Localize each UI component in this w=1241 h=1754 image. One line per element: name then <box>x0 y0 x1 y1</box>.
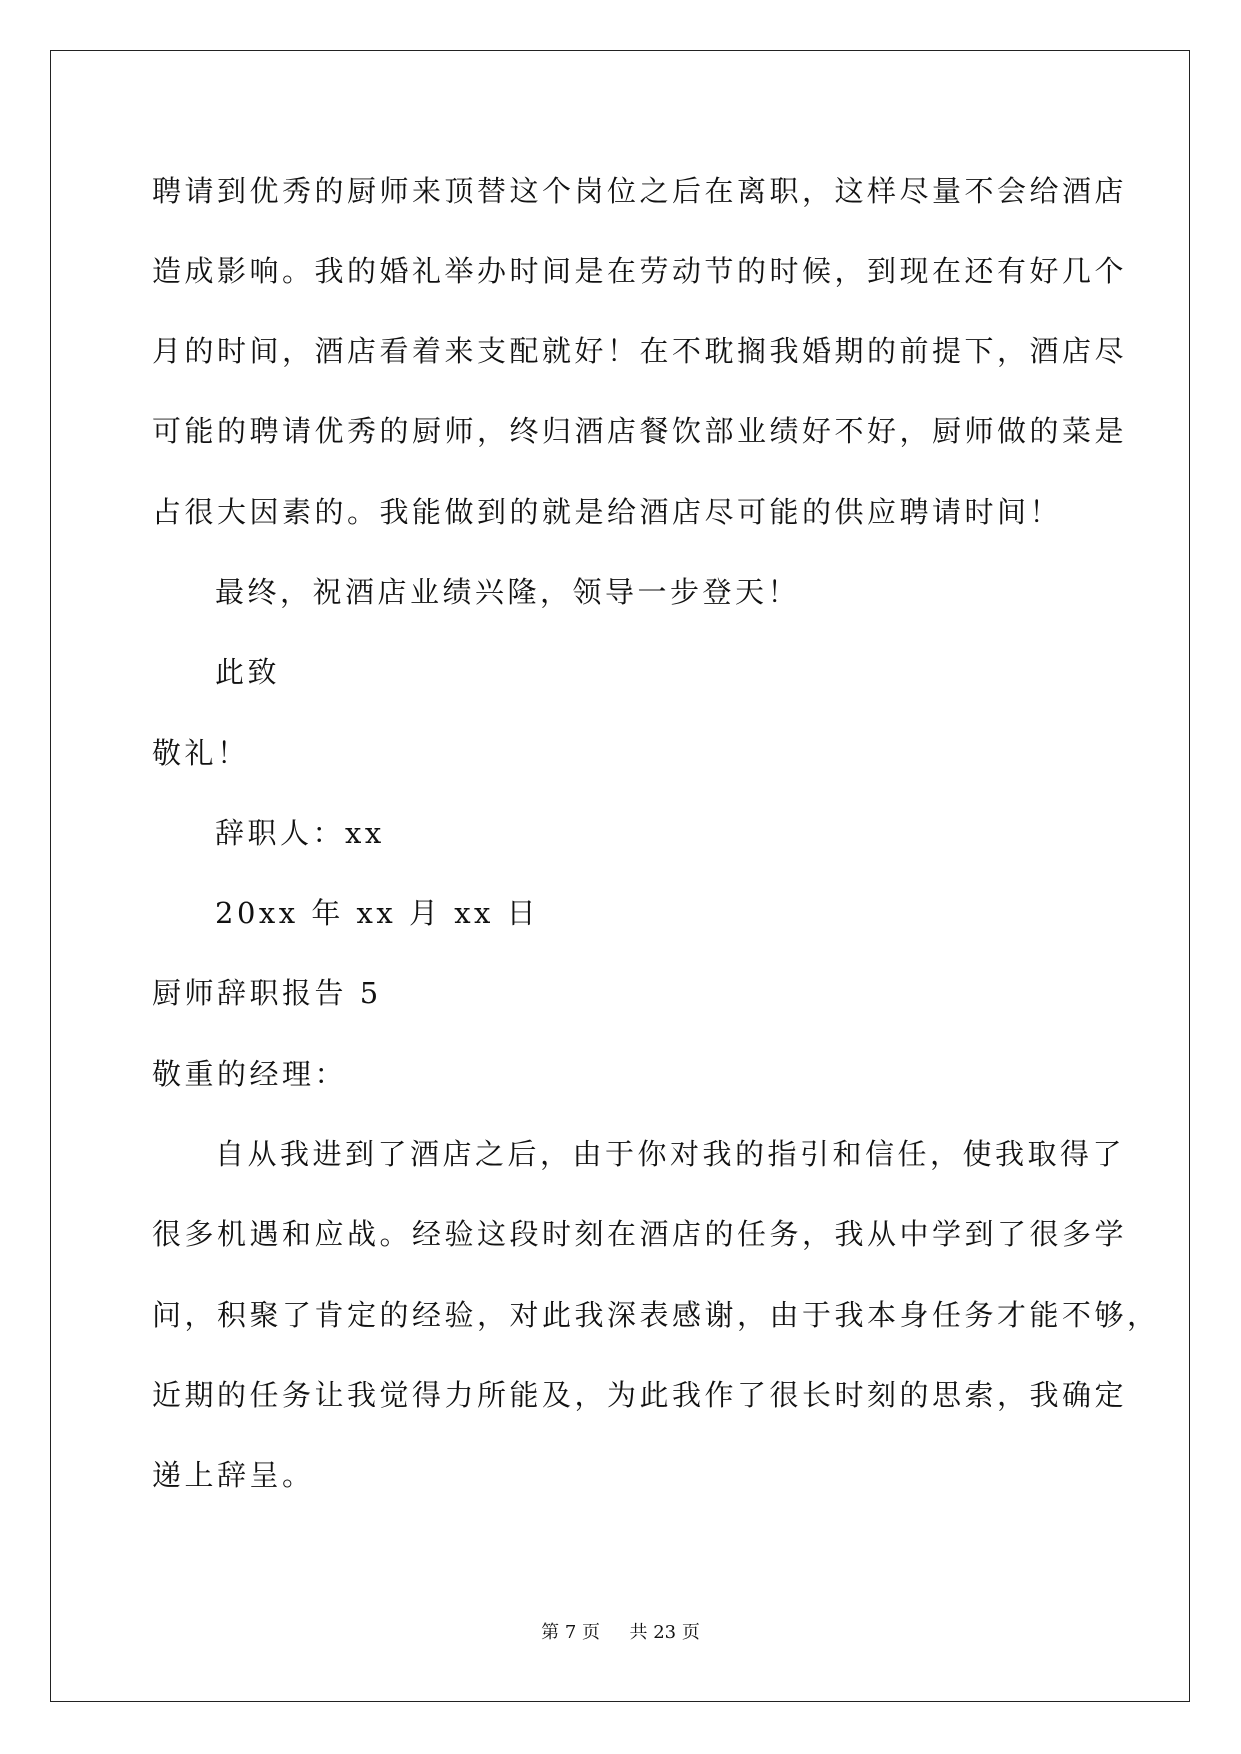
salutation-cizhi: 此致 <box>215 655 281 689</box>
letter-greeting: 敬重的经理： <box>152 1057 348 1091</box>
signature-name: 辞职人：xx <box>215 816 385 850</box>
body-line-10: 递上辞呈。 <box>152 1458 315 1492</box>
body-line-9: 近期的任务让我觉得力所能及，为此我作了很长时刻的思索，我确定 <box>152 1378 1128 1412</box>
body-line-4: 可能的聘请优秀的厨师，终归酒店餐饮部业绩好不好，厨师做的菜是 <box>152 414 1128 448</box>
body-line-5: 占很大因素的。我能做到的就是给酒店尽可能的供应聘请时间！ <box>152 495 1063 529</box>
page-number: 第 7 页 <box>541 1622 601 1643</box>
signature-date: 20xx 年 xx 月 xx 日 <box>215 896 540 930</box>
body-line-7: 很多机遇和应战。经验这段时刻在酒店的任务，我从中学到了很多学 <box>152 1217 1128 1251</box>
body-line-8: 问，积聚了肯定的经验，对此我深表感谢，由于我本身任务才能不够， <box>152 1298 1160 1332</box>
salutation-jingli: 敬礼！ <box>152 736 250 770</box>
page-footer <box>0 1618 1241 1644</box>
closing-wish: 最终，祝酒店业绩兴隆，领导一步登天！ <box>215 575 801 609</box>
body-line-1: 聘请到优秀的厨师来顶替这个岗位之后在离职，这样尽量不会给酒店 <box>152 174 1128 208</box>
body-line-3: 月的时间，酒店看着来支配就好！在不耽搁我婚期的前提下，酒店尽 <box>152 334 1128 368</box>
section-title: 厨师辞职报告 5 <box>152 976 382 1010</box>
page-total: 共 23 页 <box>629 1622 700 1643</box>
body-line-2: 造成影响。我的婚礼举办时间是在劳动节的时候，到现在还有好几个 <box>152 254 1128 288</box>
body-line-6: 自从我进到了酒店之后，由于你对我的指引和信任，使我取得了 <box>215 1137 1126 1171</box>
